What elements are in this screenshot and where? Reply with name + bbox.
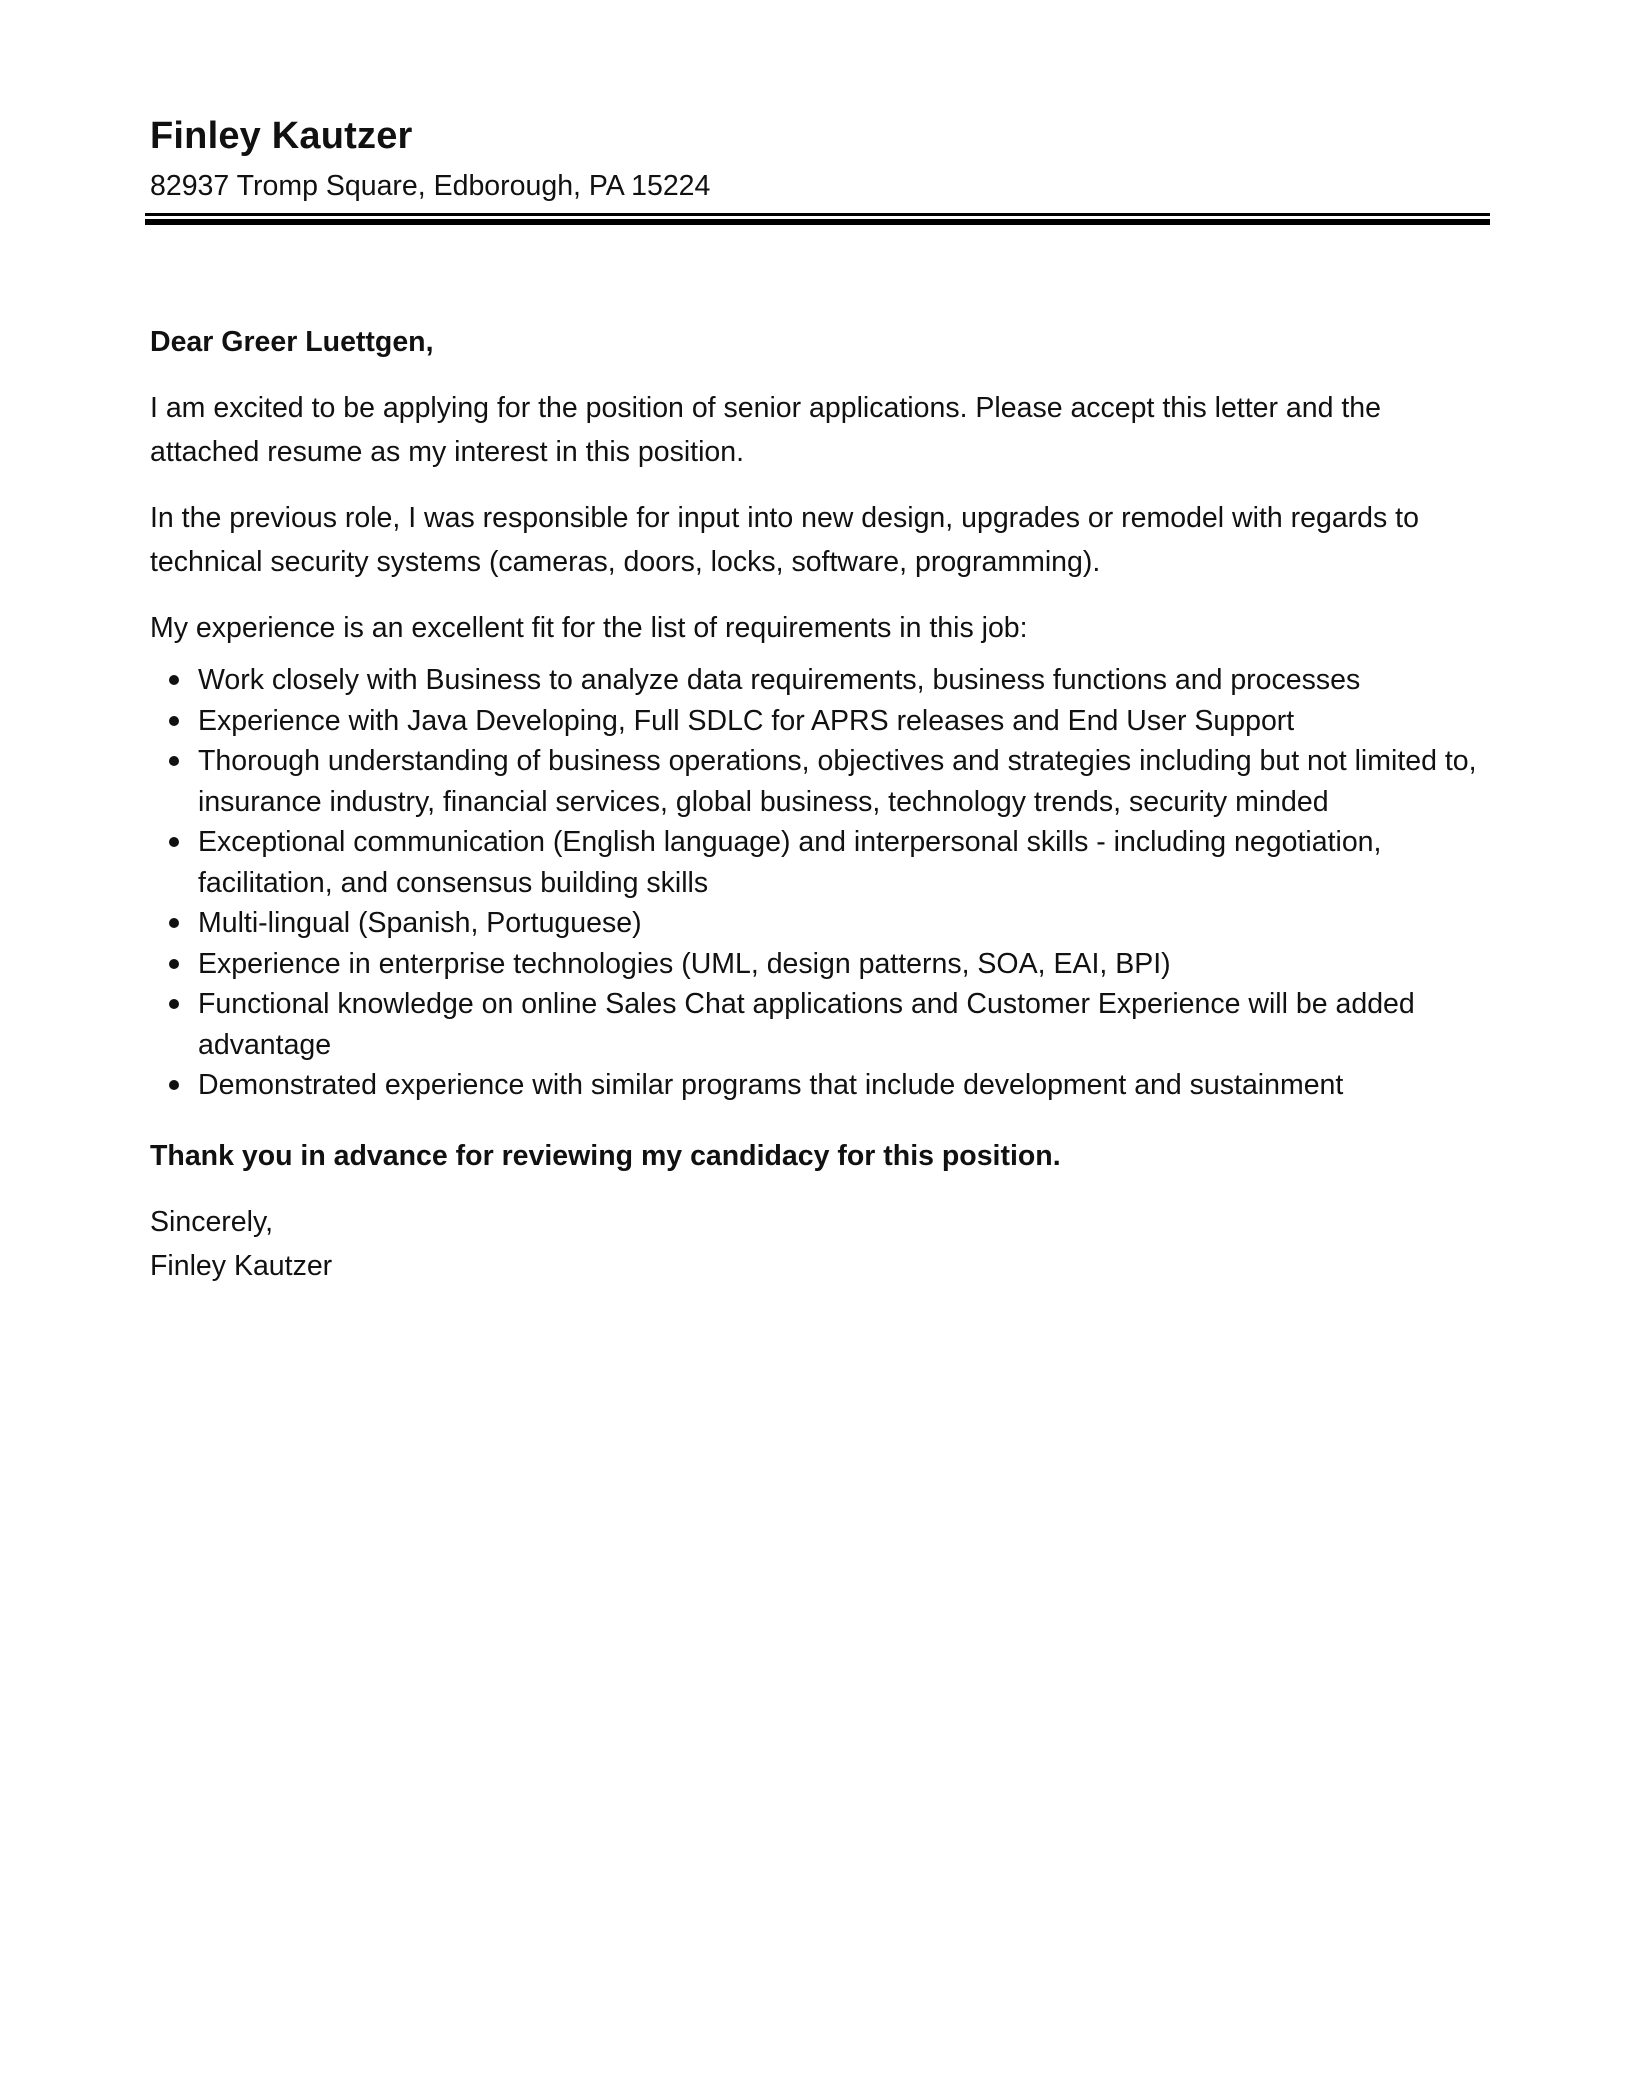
sign-off: Sincerely, bbox=[150, 1205, 274, 1238]
requirements-intro: My experience is an excellent fit for the list of requirements in this job: bbox=[150, 612, 1028, 644]
list-item: Experience with Java Developing, Full SDLC for APRS releases and End User Support bbox=[150, 701, 1490, 742]
signature: Finley Kautzer bbox=[150, 1249, 333, 1282]
list-item: Functional knowledge on online Sales Chat applications and Customer Experience will be added advantage bbox=[150, 984, 1490, 1065]
bullet-icon bbox=[169, 837, 179, 847]
sender-address: 82937 Tromp Square, Edborough, PA 15224 bbox=[150, 170, 711, 202]
list-item: Multi-lingual (Spanish, Portuguese) bbox=[150, 903, 1490, 944]
list-item: Work closely with Business to analyze data requirements, business functions and processes bbox=[150, 660, 1490, 701]
salutation: Dear Greer Luettgen, bbox=[150, 326, 434, 358]
intro-paragraph: I am excited to be applying for the position of senior applications. Please accept this letter and the attached resume as my interest in this position. bbox=[150, 392, 1381, 468]
letter-header bbox=[150, 108, 1490, 208]
bullet-icon bbox=[169, 1080, 179, 1090]
header-divider bbox=[145, 213, 1490, 225]
bullet-icon bbox=[169, 999, 179, 1009]
bullet-icon bbox=[169, 756, 179, 766]
letter-body bbox=[150, 320, 1490, 1288]
bullet-icon bbox=[169, 959, 179, 969]
closing-statement: Thank you in advance for reviewing my candidacy for this position. bbox=[150, 1139, 1061, 1172]
list-item: Experience in enterprise technologies (UML, design patterns, SOA, EAI, BPI) bbox=[150, 944, 1490, 985]
experience-paragraph: In the previous role, I was responsible for input into new design, upgrades or remodel with regards to technical security systems (cameras, doors, locks, software, programming). bbox=[150, 502, 1419, 578]
list-item: Demonstrated experience with similar programs that include development and sustainment bbox=[150, 1065, 1490, 1106]
bullet-icon bbox=[169, 918, 179, 928]
bullet-icon bbox=[169, 716, 179, 726]
requirements-list bbox=[150, 660, 1490, 1106]
list-item: Exceptional communication (English language) and interpersonal skills - including negotiation, facilitation, and consensus building skills bbox=[150, 822, 1490, 903]
sender-name: Finley Kautzer bbox=[150, 115, 413, 157]
bullet-icon bbox=[169, 675, 179, 685]
list-item: Thorough understanding of business operations, objectives and strategies including but not limited to, insurance industry, financial services, global business, technology trends, security minded bbox=[150, 741, 1490, 822]
